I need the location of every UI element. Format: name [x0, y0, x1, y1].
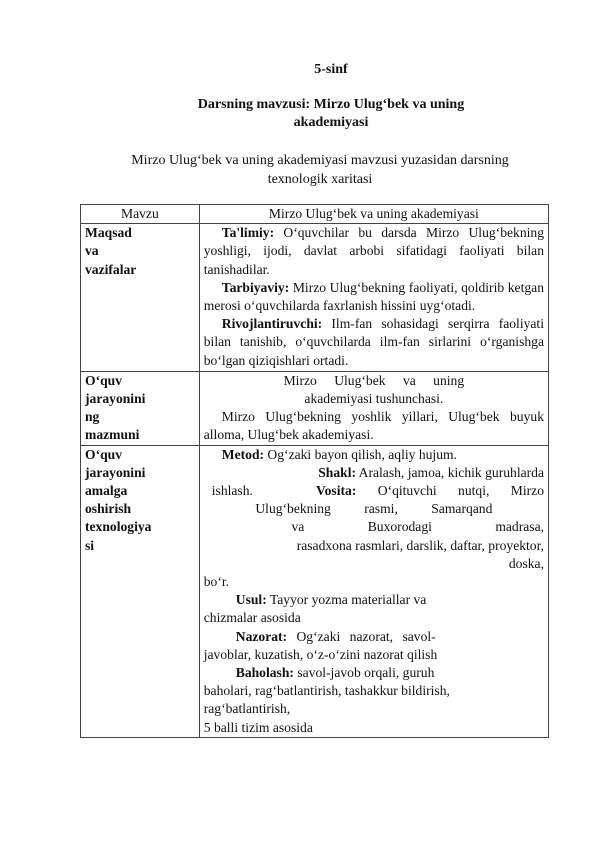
- topic-line-1: Darsning mavzusi: Mirzo Ulug‘bek va uning: [197, 97, 465, 112]
- content-cell: [199, 371, 548, 445]
- form-line: [204, 464, 544, 482]
- grade-heading: 5-sinf: [314, 62, 348, 77]
- tools-text: O‘qituvchi nutqi, Mirzo: [356, 483, 544, 499]
- content-line-1: Mirzo Ulug‘bek va uning: [283, 372, 465, 388]
- label-line: mazmuni: [85, 427, 140, 443]
- content-line-2: akademiyasi tushunchasi.: [304, 391, 444, 407]
- header-col-topic: Mavzu: [81, 205, 200, 224]
- developmental-goal: [204, 315, 544, 371]
- tools-line-3: va Buxorodagi madrasa,: [291, 519, 544, 535]
- upbringing-goal-label: Tarbiyaviy:: [221, 279, 290, 295]
- subtitle-line-1: Mirzo Ulug‘bek va uning akademiyasi mavzusi yuzasidan darsning: [131, 153, 509, 168]
- tools-line-4: rasadxona rasmlari, darslik, daftar, proyektor,: [296, 537, 544, 553]
- educational-goal-label: Ta'limiy:: [221, 225, 275, 241]
- form-text-end: ishlash.: [211, 483, 253, 499]
- subtitle-line-2: texnologik xaritasi: [267, 172, 373, 187]
- table-row-technology: [81, 445, 549, 737]
- educational-goal: [204, 224, 544, 279]
- tools-line-2: Ulug‘bekning rasmi, Samarqand: [255, 501, 493, 517]
- label-line: Maqsad: [85, 225, 132, 241]
- method-label: Metod:: [221, 446, 265, 462]
- label-line: O‘quv: [85, 372, 123, 388]
- upbringing-goal-text: Mirzo Ulug‘bekning faoliyati, qoldirib ketgan merosi o‘quvchilarda faxrlanish hissini uyg‘otadi.: [203, 279, 544, 314]
- educational-goal-text: O‘quvchilar bu darsda Mirzo Ulug‘bekning yoshligi, ijodi, davlat arbobi sifatidagi faoliyati bilan tanishadilar.: [203, 225, 544, 277]
- assessment-line: [204, 664, 544, 682]
- assessment-label: Baholash:: [235, 665, 294, 681]
- control-text: Og‘zaki nazorat, savol-: [287, 628, 436, 644]
- approach-text: Tayyor yozma materiallar va: [266, 592, 427, 608]
- table-row-goals: [81, 224, 549, 372]
- method-line: [204, 446, 544, 464]
- label-line: texnologiya: [85, 519, 152, 535]
- goals-content: [199, 224, 548, 372]
- control-label: Nazorat:: [235, 628, 288, 644]
- developmental-goal-label: Rivojlantiruvchi:: [221, 316, 323, 332]
- label-line: amalga: [85, 483, 128, 499]
- lesson-plan-table: [80, 204, 549, 738]
- control-line: [204, 628, 544, 646]
- assessment-text: savol-javob orqali, guruh: [293, 665, 435, 681]
- label-line: jarayonini: [85, 464, 146, 480]
- approach-line-2: chizmalar asosida: [203, 610, 301, 626]
- assessment-line-2: baholari, rag‘batlantirish, tashakkur bildirish,: [203, 683, 450, 699]
- form-text: Aralash, jamoa, kichik guruhlarda: [356, 464, 544, 480]
- tools-label: Vosita:: [316, 483, 357, 499]
- upbringing-goal: [204, 279, 544, 315]
- table-header-row: [81, 205, 549, 224]
- control-line-2: javoblar, kuzatish, o‘z-o‘zini nazorat qilish: [203, 646, 438, 662]
- label-line: va: [85, 243, 99, 259]
- tools-line: [204, 482, 544, 500]
- developmental-goal-text: Ilm-fan sohasidagi serqirra faoliyati bilan tanishib, o‘quvchilarda ilm-fan sirlarini o‘rganishga bo‘lgan qiziqishlari ortadi.: [203, 316, 544, 368]
- label-line: vazifalar: [85, 261, 137, 277]
- label-line: ng: [85, 409, 100, 425]
- row-label-content: [81, 371, 200, 445]
- content-paragraph: Mirzo Ulug‘bekning yoshlik yillari, Ulug‘bek buyuk alloma, Ulug‘bek akademiyasi.: [203, 409, 544, 443]
- header-col-topic-value: Mirzo Ulug‘bek va uning akademiyasi: [199, 205, 548, 224]
- form-label: Shakl:: [318, 464, 356, 480]
- tools-line-5: doska,: [508, 555, 544, 571]
- lesson-topic-heading: [0, 96, 596, 132]
- label-line: O‘quv: [85, 446, 123, 462]
- label-line: oshirish: [85, 501, 132, 517]
- label-line: si: [85, 537, 95, 553]
- topic-line-2: akademiyasi: [293, 115, 369, 130]
- technology-cell: [199, 445, 548, 737]
- table-row-content: [81, 371, 549, 445]
- approach-line: [204, 591, 544, 609]
- row-label-goals: [81, 224, 200, 372]
- row-label-technology: [81, 445, 200, 737]
- tools-line-6: bo‘r.: [203, 574, 230, 590]
- technological-map-subtitle: [100, 151, 540, 189]
- assessment-line-3: rag‘batlantirish,: [203, 701, 291, 717]
- label-line: jarayonini: [85, 391, 146, 407]
- assessment-line-4: 5 balli tizim asosida: [203, 719, 313, 735]
- approach-label: Usul:: [235, 592, 267, 608]
- method-text: Og‘zaki bayon qilish, aqliy hujum.: [264, 446, 457, 462]
